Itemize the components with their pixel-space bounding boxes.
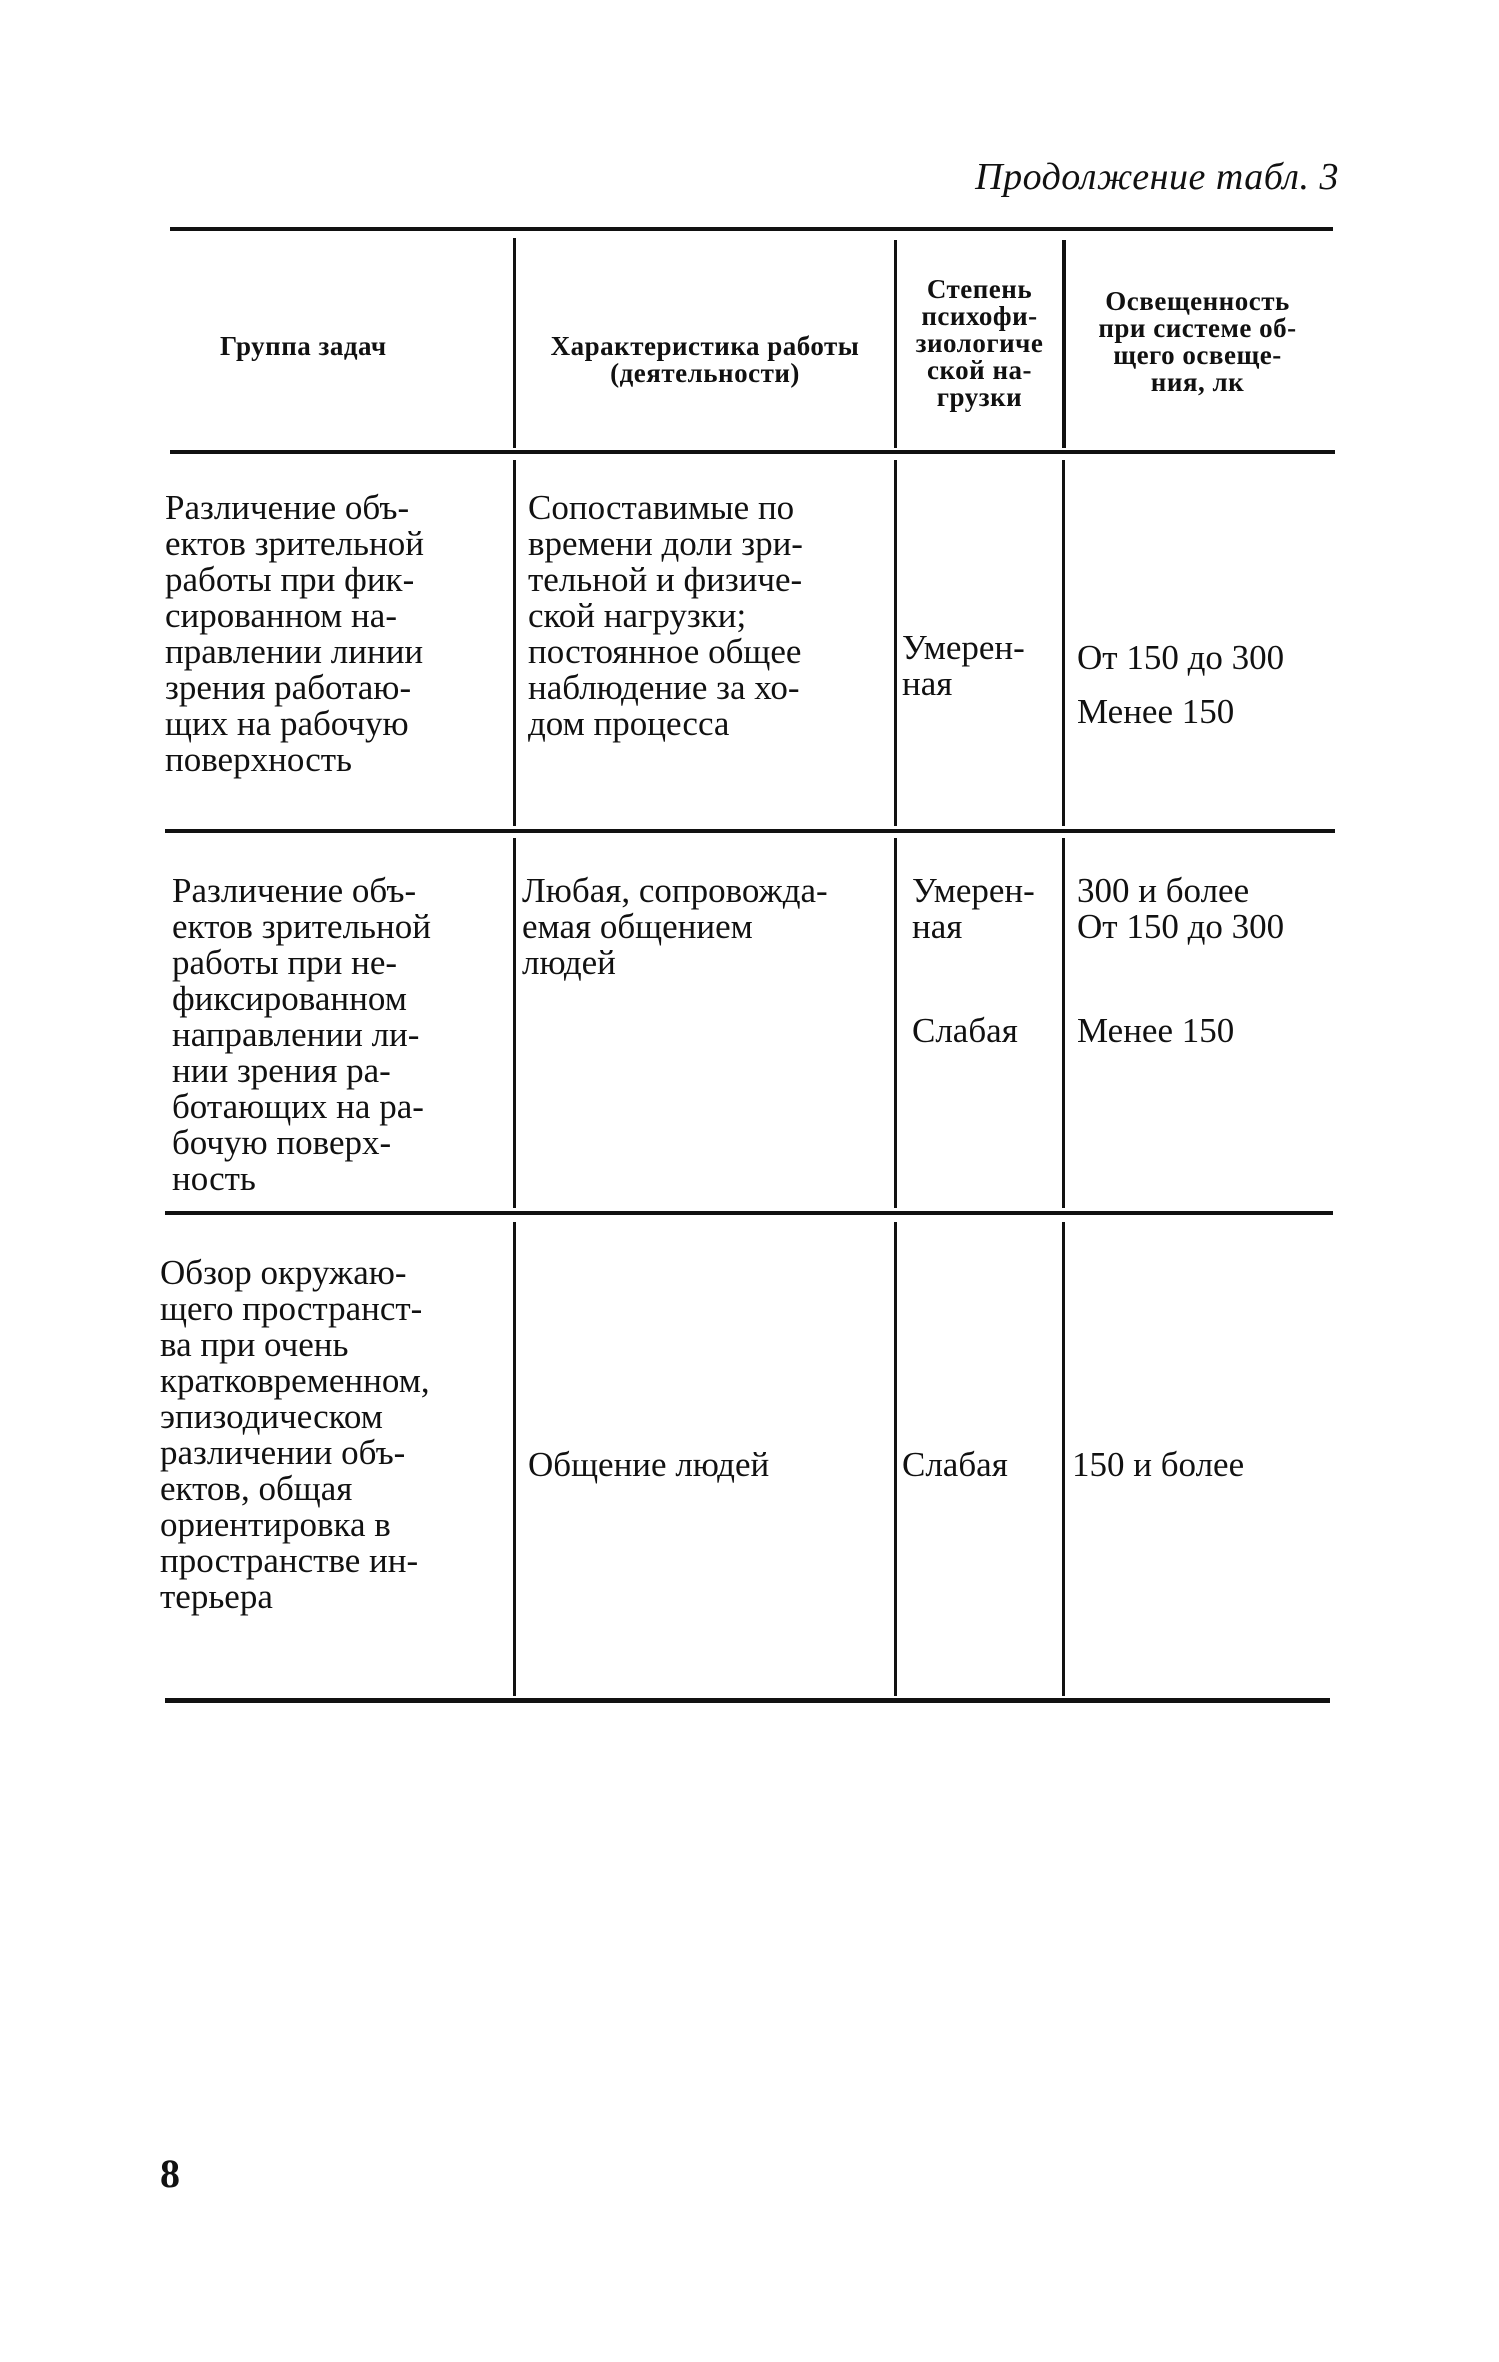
row3-illum: 150 и более [1072, 1445, 1245, 1484]
row1-character: Сопоставимые по времени доли зри- тельной и физиче- ской нагрузки; постоянное общее наблюдение за хо- дом процесса [528, 488, 803, 743]
row1-divider-1 [513, 460, 516, 826]
row2-divider-3 [1062, 838, 1065, 1208]
row1-divider-3 [1062, 460, 1065, 826]
row3-load: Слабая [902, 1445, 1008, 1484]
table-caption: Продолжение табл. 3 [975, 156, 1339, 198]
header-illumination: Освещенность при системе об- щего освеще- ния, лк [1098, 286, 1297, 397]
header-load: Степень психофи- зиологиче ской на- грузки [915, 274, 1044, 412]
row1-group: Различение объ- ектов зрительной работы при фик- сированном на- правлении линии зрения работаю- щих на рабочую поверхность [165, 488, 424, 779]
page-number: 8 [160, 2151, 180, 2196]
row1-bottom-rule [165, 829, 1335, 833]
row3-divider-2 [894, 1222, 897, 1696]
row3-divider-1 [513, 1222, 516, 1696]
header-bottom-rule [170, 450, 1335, 454]
header-divider-2 [894, 240, 897, 448]
row2-illum-a: 300 и более От 150 до 300 [1077, 871, 1285, 946]
row1-illum-b: Менее 150 [1077, 692, 1235, 731]
row2-group: Различение объ- ектов зрительной работы при не- фиксированном направлении ли- нии зрения ра- ботающих на ра- бочую поверх- ность [172, 871, 431, 1198]
header-group: Группа задач [220, 331, 387, 361]
row2-load-a: Умерен- ная [912, 871, 1035, 946]
table-top-rule [170, 227, 1333, 231]
row1-divider-2 [894, 460, 897, 826]
header-divider-1 [513, 238, 516, 448]
row2-character: Любая, сопровожда- емая общением людей [522, 871, 828, 982]
header-character: Характеристика работы (деятельности) [550, 331, 860, 388]
row2-illum-b: Менее 150 [1077, 1011, 1235, 1050]
table-bottom-rule [165, 1698, 1330, 1703]
row1-illum-a: От 150 до 300 [1077, 638, 1285, 677]
row1-load: Умерен- ная [902, 628, 1025, 703]
row2-divider-1 [513, 838, 516, 1208]
header-divider-3 [1062, 240, 1066, 448]
row3-character: Общение людей [528, 1445, 770, 1484]
row3-divider-3 [1062, 1222, 1065, 1696]
row2-divider-2 [894, 838, 897, 1208]
row2-load-b: Слабая [912, 1011, 1018, 1050]
row2-bottom-rule [165, 1211, 1333, 1215]
row3-group: Обзор окружаю- щего пространст- ва при очень кратковременном, эпизодическом различении объ- ектов, общая ориентировка в пространстве ин- терьера [160, 1253, 430, 1616]
